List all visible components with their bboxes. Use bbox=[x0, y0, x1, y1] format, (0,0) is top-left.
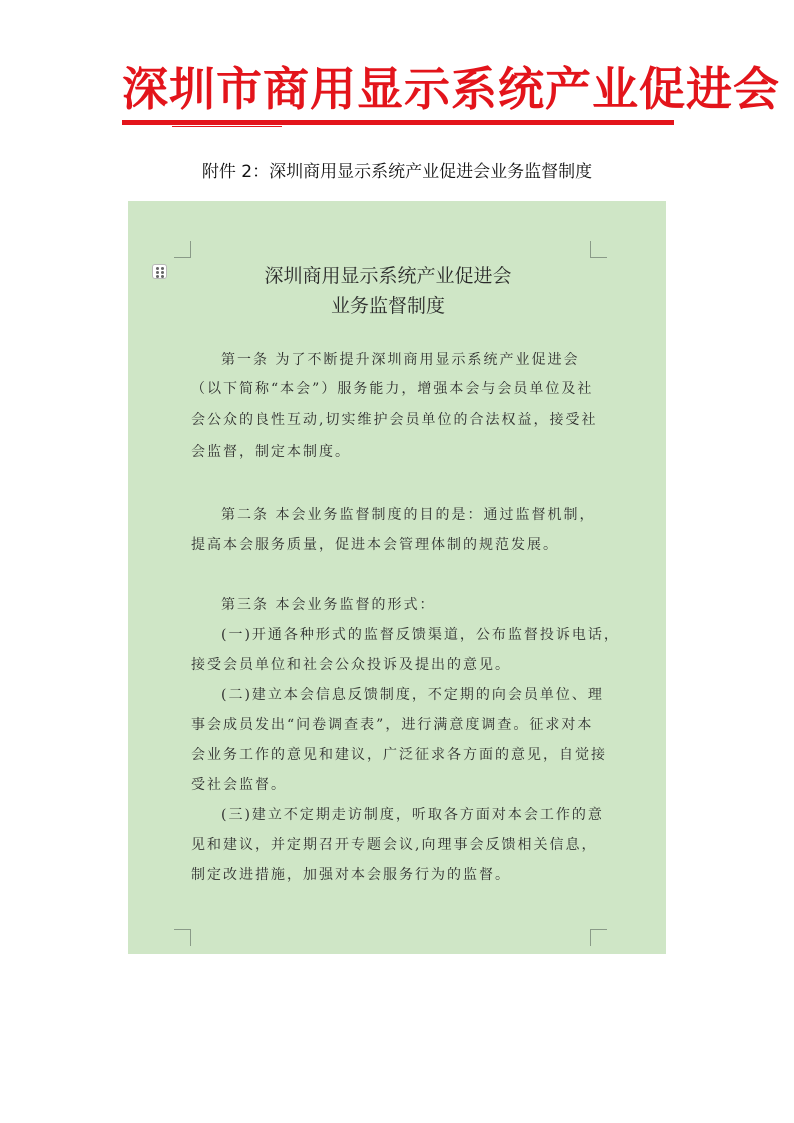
attachment-title: 附件 2：深圳商用显示系统产业促进会业务监督制度 bbox=[201, 162, 593, 182]
masthead-rule bbox=[122, 120, 674, 125]
article-3-item-2-line-3: 会业务工作的意见和建议，广泛征求各方面的意见，自觉接 bbox=[191, 747, 607, 763]
crop-mark-top-left bbox=[174, 241, 191, 258]
article-1-line-3: 会公众的良性互动,切实维护会员单位的合法权益，接受社 bbox=[191, 412, 598, 428]
masthead-title: 深圳市商用显示系统产业促进会 bbox=[122, 62, 780, 116]
article-3-line-1: 第三条 本会业务监督的形式： bbox=[221, 597, 436, 613]
article-1-line-1: 第一条 为了不断提升深圳商用显示系统产业促进会 bbox=[221, 352, 580, 368]
embedded-document bbox=[128, 201, 666, 954]
article-2-line-1: 第二条 本会业务监督制度的目的是：通过监督机制， bbox=[221, 507, 596, 523]
article-3-item-2-line-1: (二)建立本会信息反馈制度，不定期的向会员单位、理 bbox=[221, 687, 604, 703]
article-3-item-1-line-2: 接受会员单位和社会公众投诉及提出的意见。 bbox=[191, 657, 511, 673]
article-1-line-2: （以下简称“本会”）服务能力，增强本会与会员单位及社 bbox=[191, 381, 594, 397]
crop-mark-top-right bbox=[590, 241, 607, 258]
document-subtitle: 业务监督制度 bbox=[330, 295, 445, 317]
article-3-item-3-line-1: (三)建立不定期走访制度，听取各方面对本会工作的意 bbox=[221, 807, 604, 823]
crop-mark-bottom-right bbox=[590, 929, 607, 946]
document-title: 深圳商用显示系统产业促进会 bbox=[264, 265, 512, 287]
article-3-item-2-line-4: 受社会监督。 bbox=[191, 777, 287, 793]
article-1-line-4: 会监督，制定本制度。 bbox=[191, 444, 351, 460]
crop-mark-bottom-left bbox=[174, 929, 191, 946]
article-2-line-2: 提高本会服务质量，促进本会管理体制的规范发展。 bbox=[191, 537, 559, 553]
drag-handle-icon[interactable] bbox=[152, 264, 167, 279]
article-3-item-3-line-2: 见和建议，并定期召开专题会议,向理事会反馈相关信息， bbox=[191, 837, 598, 853]
article-3-item-1-line-1: (一)开通各种形式的监督反馈渠道，公布监督投诉电话， bbox=[221, 627, 620, 643]
masthead-rule-thin bbox=[172, 126, 282, 127]
article-3-item-3-line-3: 制定改进措施，加强对本会服务行为的监督。 bbox=[191, 867, 511, 883]
article-3-item-2-line-2: 事会成员发出“问卷调查表”，进行满意度调查。征求对本 bbox=[191, 717, 594, 733]
